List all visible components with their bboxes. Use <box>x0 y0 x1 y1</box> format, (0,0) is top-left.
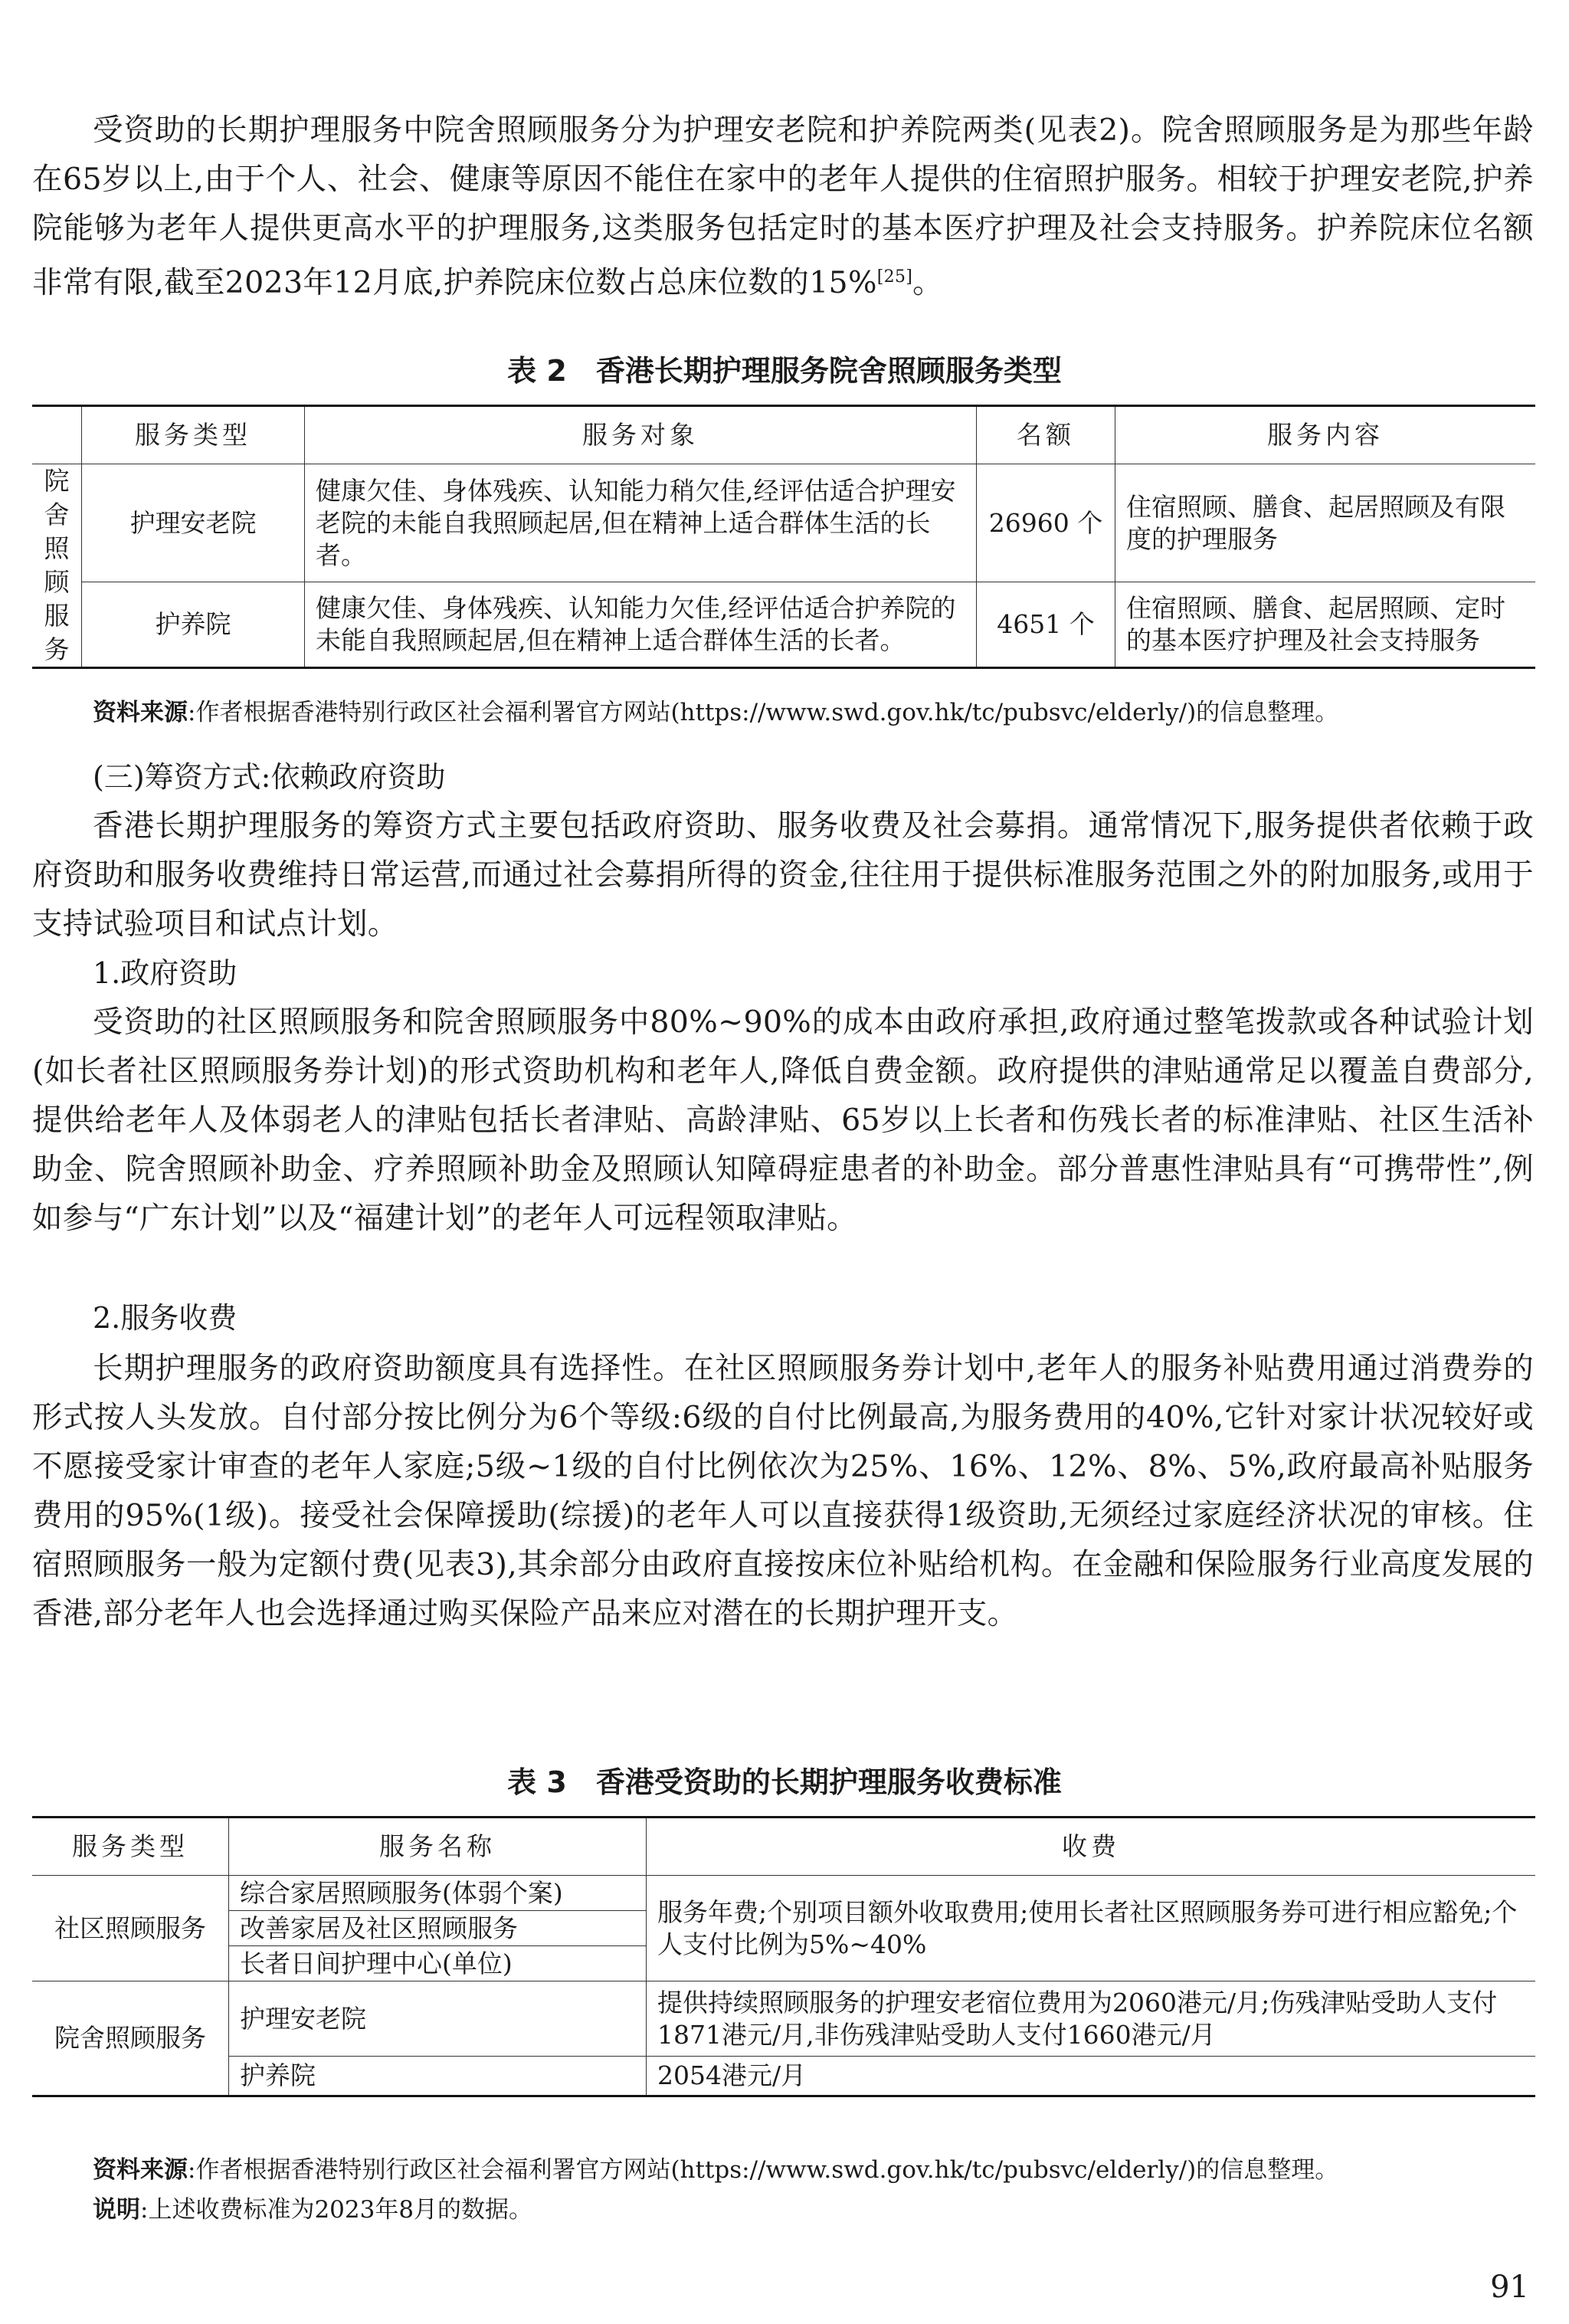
table2-row2-type: 护养院 <box>82 582 305 668</box>
citation-ref: [25] <box>876 267 913 287</box>
section-heading-funding: (三)筹资方式:依赖政府资助 <box>93 760 446 794</box>
table2-group-label: 院舍照顾服务 <box>32 464 82 668</box>
table2-row1-content: 住宿照顾、膳食、起居照顾及有限度的护理服务 <box>1115 464 1536 582</box>
table3-residential-type: 院舍照顾服务 <box>32 1981 229 2096</box>
paragraph-end: 。 <box>912 265 943 301</box>
table2-row1-quota: 26960 个 <box>977 464 1115 582</box>
table2-header-target: 服务对象 <box>305 406 977 464</box>
paragraph-funding: 香港长期护理服务的筹资方式主要包括政府资助、服务收费及社会募捐。通常情况下,服务提供者依赖于政府资助和服务收费维持日常运营,而通过社会募捐所得的资金,往往用于提供标准服务范围之外的附加服务,或用于支持试验项目和试点计划。 <box>32 808 1534 942</box>
table3-header-fee: 收费 <box>647 1818 1536 1876</box>
subheading-service-fees: 2.服务收费 <box>93 1301 237 1335</box>
table2-row2-quota: 4651 个 <box>977 582 1115 668</box>
table3-community-fee: 服务年费;个别项目额外收取费用;使用长者社区照顾服务券可进行相应豁免;个人支付比例为5%~40% <box>647 1876 1536 1981</box>
table2-row1-target: 健康欠佳、身体残疾、认知能力稍欠佳,经评估适合护理安老院的未能自我照顾起居,但在精神上适合群体生活的长者。 <box>305 464 977 582</box>
table2-corner-cell <box>32 406 82 464</box>
table2-header-row <box>32 406 1535 464</box>
subheading-government-funding: 1.政府资助 <box>93 956 237 990</box>
table2-header-content: 服务内容 <box>1115 406 1536 464</box>
table3-community-type: 社区照顾服务 <box>32 1876 229 1981</box>
table2-row2-content: 住宿照顾、膳食、起居照顾、定时的基本医疗护理及社会支持服务 <box>1115 582 1536 668</box>
table3-residential-name-2: 护养院 <box>229 2057 647 2096</box>
table3-residential-name-1: 护理安老院 <box>229 1981 647 2057</box>
table3-residential-fee-1: 提供持续照顾服务的护理安老宿位费用为2060港元/月;伤残津贴受助人支付1871港元/月,非伤残津贴受助人支付1660港元/月 <box>647 1981 1536 2057</box>
table2 <box>32 405 1535 669</box>
table3-residential-fee-2: 2054港元/月 <box>647 2057 1536 2096</box>
page-number: 91 <box>1490 2270 1529 2305</box>
table2-caption: 表 2 香港长期护理服务院舍照顾服务类型 <box>507 354 1062 388</box>
table2-header-type: 服务类型 <box>82 406 305 464</box>
table3-source: 资料来源:作者根据香港特别行政区社会福利署官方网站(https://www.swd.gov.hk/tc/pubsvc/elderly/)的信息整理。 <box>93 2156 1339 2184</box>
table2-header-quota: 名额 <box>977 406 1115 464</box>
paragraph-government-funding: 受资助的社区照顾服务和院舍照顾服务中80%~90%的成本由政府承担,政府通过整笔拨款或各种试验计划(如长者社区照顾服务券计划)的形式资助机构和老年人,降低自费金额。政府提供的津贴通常足以覆盖自费部分,提供给老年人及体弱老人的津贴包括长者津贴、高龄津贴、65岁以上长者和伤残长者的标准津贴、社区生活补助金、院舍照顾补助金、疗养照顾补助金及照顾认知障碍症患者的补助金。部分普惠性津贴具有“可携带性”,例如参与“广东计划”以及“福建计划”的老年人可远程领取津贴。 <box>32 1005 1534 1236</box>
table3-community-name-3: 长者日间护理中心(单位) <box>229 1946 647 1981</box>
table-row <box>32 2057 1535 2096</box>
table-row <box>32 1981 1535 2057</box>
table3-note: 说明:上述收费标准为2023年8月的数据。 <box>93 2196 533 2224</box>
table2-row1-type: 护理安老院 <box>82 464 305 582</box>
paragraph-text: 受资助的长期护理服务中院舍照顾服务分为护理安老院和护养院两类(见表2)。院舍照顾服务是为那些年龄在65岁以上,由于个人、社会、健康等原因不能住在家中的老年人提供的住宿照护服务。相较于护理安老院,护养院能够为老年人提供更高水平的护理服务,这类服务包括定时的基本医疗护理及社会支持服务。护养院床位名额非常有限,截至2023年12月底,护养院床位数占总床位数的15% <box>32 113 1534 301</box>
table3-header-row <box>32 1818 1535 1876</box>
table3-community-name-2: 改善家居及社区照顾服务 <box>229 1911 647 1946</box>
table-row <box>32 464 1535 582</box>
table-row <box>32 1876 1535 1911</box>
paragraph-residential-care <box>32 106 1534 307</box>
table3-caption: 表 3 香港受资助的长期护理服务收费标准 <box>507 1765 1062 1799</box>
table3-header-type: 服务类型 <box>32 1818 229 1876</box>
table2-source: 资料来源:作者根据香港特别行政区社会福利署官方网站(https://www.swd.gov.hk/tc/pubsvc/elderly/)的信息整理。 <box>93 699 1339 726</box>
table-row <box>32 582 1535 668</box>
table2-row2-target: 健康欠佳、身体残疾、认知能力欠佳,经评估适合护养院的未能自我照顾起居,但在精神上适合群体生活的长者。 <box>305 582 977 668</box>
table3-header-name: 服务名称 <box>229 1818 647 1876</box>
table3 <box>32 1816 1535 2097</box>
paragraph-service-fees: 长期护理服务的政府资助额度具有选择性。在社区照顾服务券计划中,老年人的服务补贴费用通过消费券的形式按人头发放。自付部分按比例分为6个等级:6级的自付比例最高,为服务费用的40%,它针对家计状况较好或不愿接受家计审查的老年人家庭;5级~1级的自付比例依次为25%、16%、12%、8%、5%,政府最高补贴服务费用的95%(1级)。接受社会保障援助(综援)的老年人可以直接获得1级资助,无须经过家庭经济状况的审核。住宿照顾服务一般为定额付费(见表3),其余部分由政府直接按床位补贴给机构。在金融和保险服务行业高度发展的香港,部分老年人也会选择通过购买保险产品来应对潜在的长期护理开支。 <box>32 1351 1534 1631</box>
table3-community-name-1: 综合家居照顾服务(体弱个案) <box>229 1876 647 1911</box>
